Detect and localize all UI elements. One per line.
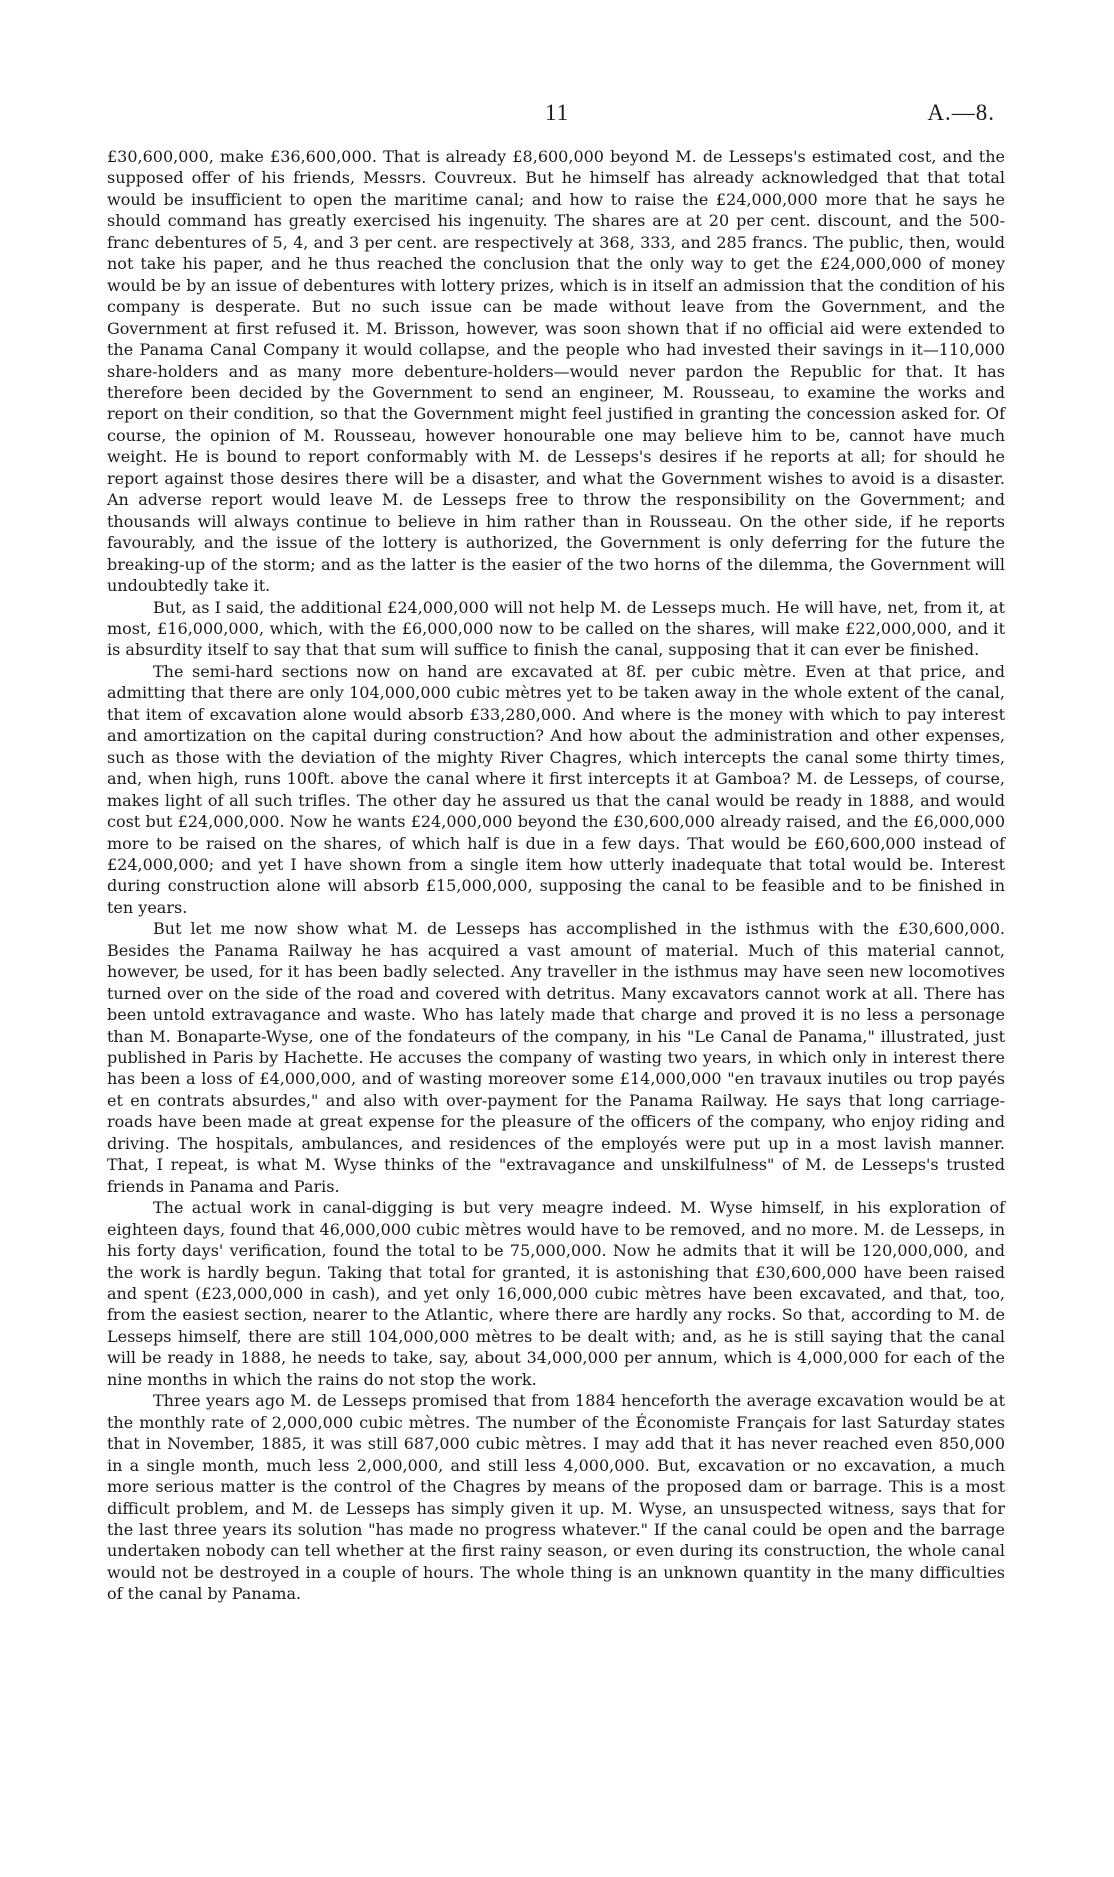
paragraph-6: Three years ago M. de Lesseps promised that from 1884 henceforth the average excavation would be at the monthly rate of 2,000,000 cubic mètres. The number of the Économiste Français for last Saturday states that in November, 1885, it was still 687,000 cubic mètres. I may add that it has never reached even 850,000 in a single month, much less 2,000,000, and still less 4,000,000. But, excavation or no excavation, a much more serious matter is the control of the Chagres by means of the proposed dam or barrage. This is a most difficult problem, and M. de Lesseps has simply given it up. M. Wyse, an unsuspected witness, says that for the last three years its solution "has made no progress whatever." If the canal could be open and the barrage undertaken nobody can tell whether at the first rainy season, or even during its construction, the whole canal would not be destroyed in a couple of hours. The whole thing is an unknown quantity in the many difficulties of the canal by Panama. — [107, 1391, 1005, 1604]
document-reference: A.—8. — [927, 100, 995, 125]
page-number: 11 — [545, 100, 570, 125]
paragraph-3: The semi-hard sections now on hand are excavated at 8f. per cubic mètre. Even at that price, and admitting that there are only 104,000,000 cubic mètres yet to be taken away in the whole extent of the canal, that item of excavation alone would absorb £33,280,000. And where is the money with which to pay interest and amortization on the capital during construction? And how about the administration and other expenses, such as those with the deviation of the mighty River Chagres, which intercepts the canal some thirty times, and, when high, runs 100ft. above the canal where it first intercepts it at Gamboa? M. de Lesseps, of course, makes light of all such trifles. The other day he assured us that the canal would be ready in 1888, and would cost but £24,000,000. Now he wants £24,000,000 beyond the £30,600,000 already raised, and the £6,000,000 more to be raised on the shares, of which half is due in a few days. That would be £60,600,000 instead of £24,000,000; and yet I have shown from a single item how utterly inadequate that total would be. Interest during construction alone will absorb £15,000,000, supposing the canal to be feasible and to be finished in ten years. — [107, 661, 1005, 917]
paragraph-1: £30,600,000, make £36,600,000. That is already £8,600,000 beyond M. de Lesseps's estimated cost, and the supposed offer of his friends, Messrs. Couvreux. But he himself has already acknowledged that that total would be insufficient to open the maritime canal; and how to raise the £24,000,000 more that he says he should command has greatly exercised his ingenuity. The shares are at 20 per cent. discount, and the 500-franc debentures of 5, 4, and 3 per cent. are respectively at 368, 333, and 285 francs. The public, then, would not take his paper, and he thus reached the conclusion that the only way to get the £24,000,000 of money would be by an issue of debentures with lottery prizes, which is in itself an admission that the condition of his company is desperate. But no such issue can be made without leave from the Government, and the Government at first refused it. M. Brisson, however, was soon shown that if no official aid were extended to the Panama Canal Company it would collapse, and the people who had invested their savings in it—110,000 share-holders and as many more debenture-holders—would never pardon the Republic for that. It has therefore been decided by the Government to send an engineer, M. Rousseau, to examine the works and report on their condition, so that the Government might feel justified in granting the concession asked for. Of course, the opinion of M. Rousseau, however honourable one may believe him to be, cannot have much weight. He is bound to report conformably with M. de Lesseps's desires if he reports at all; for should he report against those desires there will be a disaster, and what the Government wishes to avoid is a disaster. An adverse report would leave M. de Lesseps free to throw the responsibility on the Government; and thousands will always continue to believe in him rather than in Rousseau. On the other side, if he reports favourably, and the issue of the lottery is authorized, the Government is only deferring for the future the breaking-up of the storm; and as the latter is the easier of the two horns of the dilemma, the Government will undoubtedly take it. — [107, 147, 1005, 596]
paragraph-2: But, as I said, the additional £24,000,000 will not help M. de Lesseps much. He will have, net, from it, at most, £16,000,000, which, with the £6,000,000 now to be called on the shares, will make £22,000,000, and it is absurdity itself to say that that sum will suffice to finish the canal, supposing that it can ever be finished. — [107, 597, 1005, 660]
paragraph-5: The actual work in canal-digging is but very meagre indeed. M. Wyse himself, in his exploration of eighteen days, found that 46,000,000 cubic mètres would have to be removed, and no more. M. de Lesseps, in his forty days' verification, found the total to be 75,000,000. Now he admits that it will be 120,000,000, and the work is hardly begun. Taking that total for granted, it is astonishing that £30,600,000 have been raised and spent (£23,000,000 in cash), and yet only 16,000,000 cubic mètres have been excavated, and that, too, from the easiest section, nearer to the Atlantic, where there are hardly any rocks. So that, according to M. de Lesseps himself, there are still 104,000,000 mètres to be dealt with; and, as he is still saying that the canal will be ready in 1888, he needs to take, say, about 34,000,000 per annum, which is 4,000,000 for each of the nine months in which the rains do not stop the work. — [107, 1198, 1005, 1389]
paragraph-4: But let me now show what M. de Lesseps has accomplished in the isthmus with the £30,600,000. Besides the Panama Railway he has acquired a vast amount of material. Much of this material cannot, however, be used, for it has been badly selected. Any traveller in the isthmus may have seen new locomotives turned over on the side of the road and covered with detritus. Many excavators cannot work at all. There has been untold extravagance and waste. Who has lately made that charge and proved it is no less a personage than M. Bonaparte-Wyse, one of the fondateurs of the company, in his "Le Canal de Panama," illustrated, just published in Paris by Hachette. He accuses the company of wasting two years, in which only in interest there has been a loss of £4,000,000, and of wasting moreover some £14,000,000 "en travaux inutiles ou trop payés et en contrats absurdes," and also with over-payment for the Panama Railway. He says that long carriage-roads have been made at great expense for the pleasure of the officers of the company, who enjoy riding and driving. The hospitals, ambulances, and residences of the employés were put up in a most lavish manner. That, I repeat, is what M. Wyse thinks of the "extravagance and unskilfulness" of M. de Lesseps's trusted friends in Panama and Paris. — [107, 919, 1005, 1196]
article-body — [107, 146, 1005, 1605]
page-header — [0, 100, 1114, 140]
